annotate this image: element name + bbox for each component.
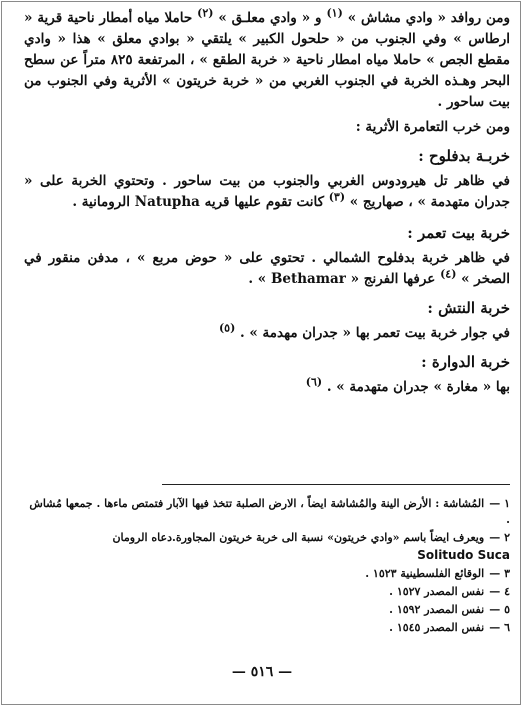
intro-line-2: أمطار ناحية قرية « ارطاس » وفي الجنوب من « حلحول الكبير » يلتقي	[24, 10, 510, 47]
footnote-divider	[162, 484, 510, 485]
intro-line-5: الغربي من « خربة خريتون » الأثرية وفي الجنوب من بيت ساحور .	[24, 73, 510, 110]
footnote-text: ويعرف ايضاً باسم «وادي خريتون» نسبة الى خربة خريتون المجاورة.دعاه الرومان	[112, 531, 485, 544]
section-text-badaflouh	[24, 171, 510, 213]
footnote-text: الوقائع الفلسطينية ١٥٢٣ .	[365, 567, 485, 580]
section-text-a: في ظاهر خربة بدفلوح الشمالي . تحتوي على « حوض مربع » ، مدفن منقور في الصخر »	[24, 250, 510, 287]
intro-paragraph	[24, 8, 510, 113]
footnote-ref-5[interactable]: (٥)	[218, 321, 236, 335]
latin-name-natupha: Natupha	[134, 194, 200, 210]
intro-line-1: ومن روافد « وادي مشاش »	[347, 10, 511, 26]
footnote-ref-3[interactable]: (٣)	[328, 190, 346, 204]
footnote-number: ١ —	[489, 497, 510, 510]
main-text	[24, 8, 510, 398]
footnote-item-3	[24, 566, 510, 582]
intro-line-1c: حاملا مياه	[137, 10, 193, 26]
section-title-beit-taamar: خربة بيت تعمر :	[407, 224, 510, 242]
footnote-ref-1[interactable]: (١)	[326, 6, 343, 20]
footnote-ref-2[interactable]: (٢)	[197, 6, 214, 20]
footnote-item-2	[24, 530, 510, 546]
footnote-item-5	[24, 602, 510, 618]
page-frame	[1, 1, 521, 705]
intro-line-4: « خربة الطقع » ، المرتفعة ٨٢٥ متراً عن سطح البحر وهـذه الخربة في الجنوب	[24, 52, 511, 89]
section-text-beit-taamar	[24, 248, 510, 290]
footnote-text: نفس المصدر ١٥٤٥ .	[389, 621, 485, 634]
footnote-item-1	[24, 496, 510, 528]
footnote-item-6	[24, 620, 510, 636]
footnote-item-4	[24, 584, 510, 600]
section-text-a: في ظاهر تل هيرودوس الغربي والجنوب من بيت ساحور . وتحتوي الخربة على « جدران متهدمة » ، صهاريج »	[24, 173, 510, 210]
footnote-number: ٤ —	[489, 585, 510, 598]
footnotes	[24, 496, 510, 638]
latin-name-bethamar: Bethamar	[270, 271, 346, 287]
footnote-number: ٦ —	[489, 621, 510, 634]
footnote-number: ٥ —	[489, 603, 510, 616]
footnote-text: نفس المصدر ١٥٢٧ .	[389, 585, 485, 598]
intro-line-1b: و « وادي معلـق »	[218, 10, 322, 26]
section-text-c: الرومانية .	[72, 194, 131, 210]
section-title-badaflouh: خربـة بدفلوح :	[418, 147, 510, 165]
footnote-ref-4[interactable]: (٤)	[440, 267, 457, 281]
section-title-natash: خربة النتش :	[427, 299, 510, 317]
section-text-b: كانت تقوم عليها قريه	[204, 194, 324, 210]
section-text-b: عرفها الفرنج «	[350, 271, 436, 287]
page-number: — ٥١٦ —	[231, 664, 293, 680]
section-title-dawwara: خربة الدوارة :	[421, 353, 510, 371]
intro-line-6: ومن خرب التعامرة الأثرية :	[355, 119, 510, 135]
footnote-text: المُشاشة : الأرض الينة والمُشاشة ايضاً ، الارض الصلبة تتخذ فيها الآبار فتمتص ماءها . جمعها مُشاش .	[29, 497, 510, 526]
footnote-text: نفس المصدر ١٥٩٢ .	[389, 603, 485, 616]
section-text-natash	[24, 323, 510, 344]
section-text-c: » .	[248, 271, 267, 287]
section-text-dawwara	[24, 377, 510, 398]
intro-line-3: « بوادي معلق » هذا « وادي مقطع الجص » حاملا مياه امطار ناحية	[24, 31, 511, 68]
section-text-a: بها « مغارة » جدران متهدمة » .	[326, 379, 510, 395]
footnote-latin-solitudo-suca: Solitudo Suca	[417, 548, 510, 562]
footnote-number: ٣ —	[489, 567, 510, 580]
section-text-a: في جوار خربة بيت تعمر بها « جدران مهدمة » .	[240, 325, 510, 341]
footnote-number: ٢ —	[489, 531, 510, 544]
footnote-ref-6[interactable]: (٦)	[305, 375, 323, 389]
